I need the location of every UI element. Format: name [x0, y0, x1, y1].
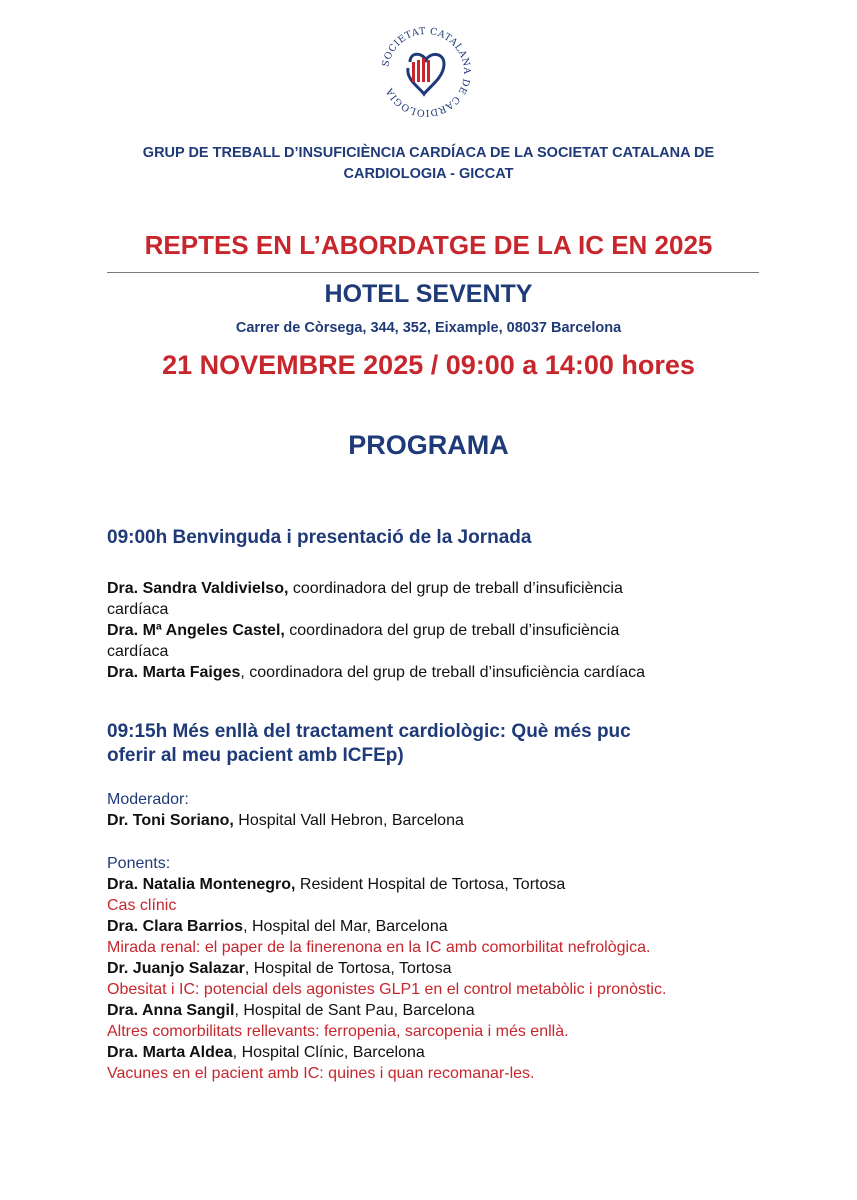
speaker-role: coordinadora del grup de treball d’insuficiència: [284, 622, 620, 639]
moderator-name: Dr. Toni Soriano,: [107, 812, 234, 829]
speaker-entry: [107, 578, 767, 620]
ponent-affiliation: , Hospital Clínic, Barcelona: [232, 1044, 425, 1061]
ponents-label: Ponents:: [107, 855, 171, 872]
speaker-name: Dra. Marta Faiges: [107, 664, 241, 681]
ponent-topic: Vacunes en el pacient amb IC: quines i quan recomanar-les.: [107, 1065, 535, 1082]
ponent-affiliation: , Hospital de Tortosa, Tortosa: [244, 960, 452, 977]
ponent-topic: Obesitat i IC: potencial dels agonistes GLP1 en el control metabòlic i pronòstic.: [107, 981, 667, 998]
ponent-affiliation: Resident Hospital de Tortosa, Tortosa: [295, 876, 566, 893]
ponent-entry: [107, 1042, 767, 1084]
ponent-affiliation: , Hospital de Sant Pau, Barcelona: [234, 1002, 475, 1019]
org-line-2: CARDIOLOGIA - GICCAT: [343, 166, 514, 182]
speaker-entry: [107, 662, 767, 683]
programa-heading: PROGRAMA: [348, 430, 509, 460]
organizer-group: [0, 143, 857, 185]
svg-text:SOCIETAT CATALANA DE CARDIOLOG: SOCIETAT CATALANA DE CARDIOLOGIA: [380, 25, 473, 119]
speaker-entry: [107, 620, 767, 662]
speaker-role-cont: cardíaca: [107, 643, 169, 660]
event-date: 21 NOVEMBRE 2025 / 09:00 a 14:00 hores: [162, 350, 695, 380]
moderator-label: Moderador:: [107, 791, 189, 808]
venue-address: Carrer de Còrsega, 344, 352, Eixample, 08037 Barcelona: [235, 320, 622, 336]
session-icfep: [107, 720, 767, 1084]
event-title: REPTES EN L’ABORDATGE DE LA IC EN 2025: [144, 230, 713, 260]
societat-catalana-cardiologia-logo: [376, 22, 476, 122]
ponent-entry: [107, 874, 767, 916]
speaker-role-cont: cardíaca: [107, 601, 169, 618]
ponent-name: Dr. Juanjo Salazar: [107, 960, 245, 977]
ponent-entry: [107, 916, 767, 958]
ponent-entry: [107, 958, 767, 1000]
ponent-name: Dra. Natalia Montenegro,: [107, 876, 296, 893]
moderator-affiliation: Hospital Vall Hebron, Barcelona: [233, 812, 464, 829]
session-heading-line-1: 09:15h Més enllà del tractament cardiològic: Què més puc: [107, 721, 631, 742]
venue-name: HOTEL SEVENTY: [324, 280, 533, 308]
ponent-topic: Altres comorbilitats rellevants: ferropenia, sarcopenia i més enllà.: [107, 1023, 569, 1040]
ponent-topic: Cas clínic: [107, 897, 177, 914]
speaker-name: Dra. Mª Angeles Castel,: [107, 622, 285, 639]
ponent-topic: Mirada renal: el paper de la finerenona en la IC amb comorbilitat nefrològica.: [107, 939, 651, 956]
org-line-1: GRUP DE TREBALL D’INSUFICIÈNCIA CARDÍACA DE LA SOCIETAT CATALANA DE: [142, 145, 715, 161]
session-heading: 09:00h Benvinguda i presentació de la Jornada: [107, 527, 532, 548]
ponent-name: Dra. Anna Sangil: [107, 1002, 235, 1019]
session-heading-line-2: oferir al meu pacient amb ICFEp): [107, 745, 404, 766]
ponent-name: Dra. Clara Barrios: [107, 918, 244, 935]
ponent-entry: [107, 1000, 767, 1042]
speaker-role: , coordinadora del grup de treball d’insuficiència cardíaca: [240, 664, 646, 681]
speaker-name: Dra. Sandra Valdivielso,: [107, 580, 289, 597]
session-welcome: [107, 526, 767, 683]
title-divider: [107, 272, 759, 273]
speaker-role: coordinadora del grup de treball d’insuficiència: [288, 580, 623, 597]
ponent-name: Dra. Marta Aldea: [107, 1044, 233, 1061]
ponent-affiliation: , Hospital del Mar, Barcelona: [243, 918, 448, 935]
